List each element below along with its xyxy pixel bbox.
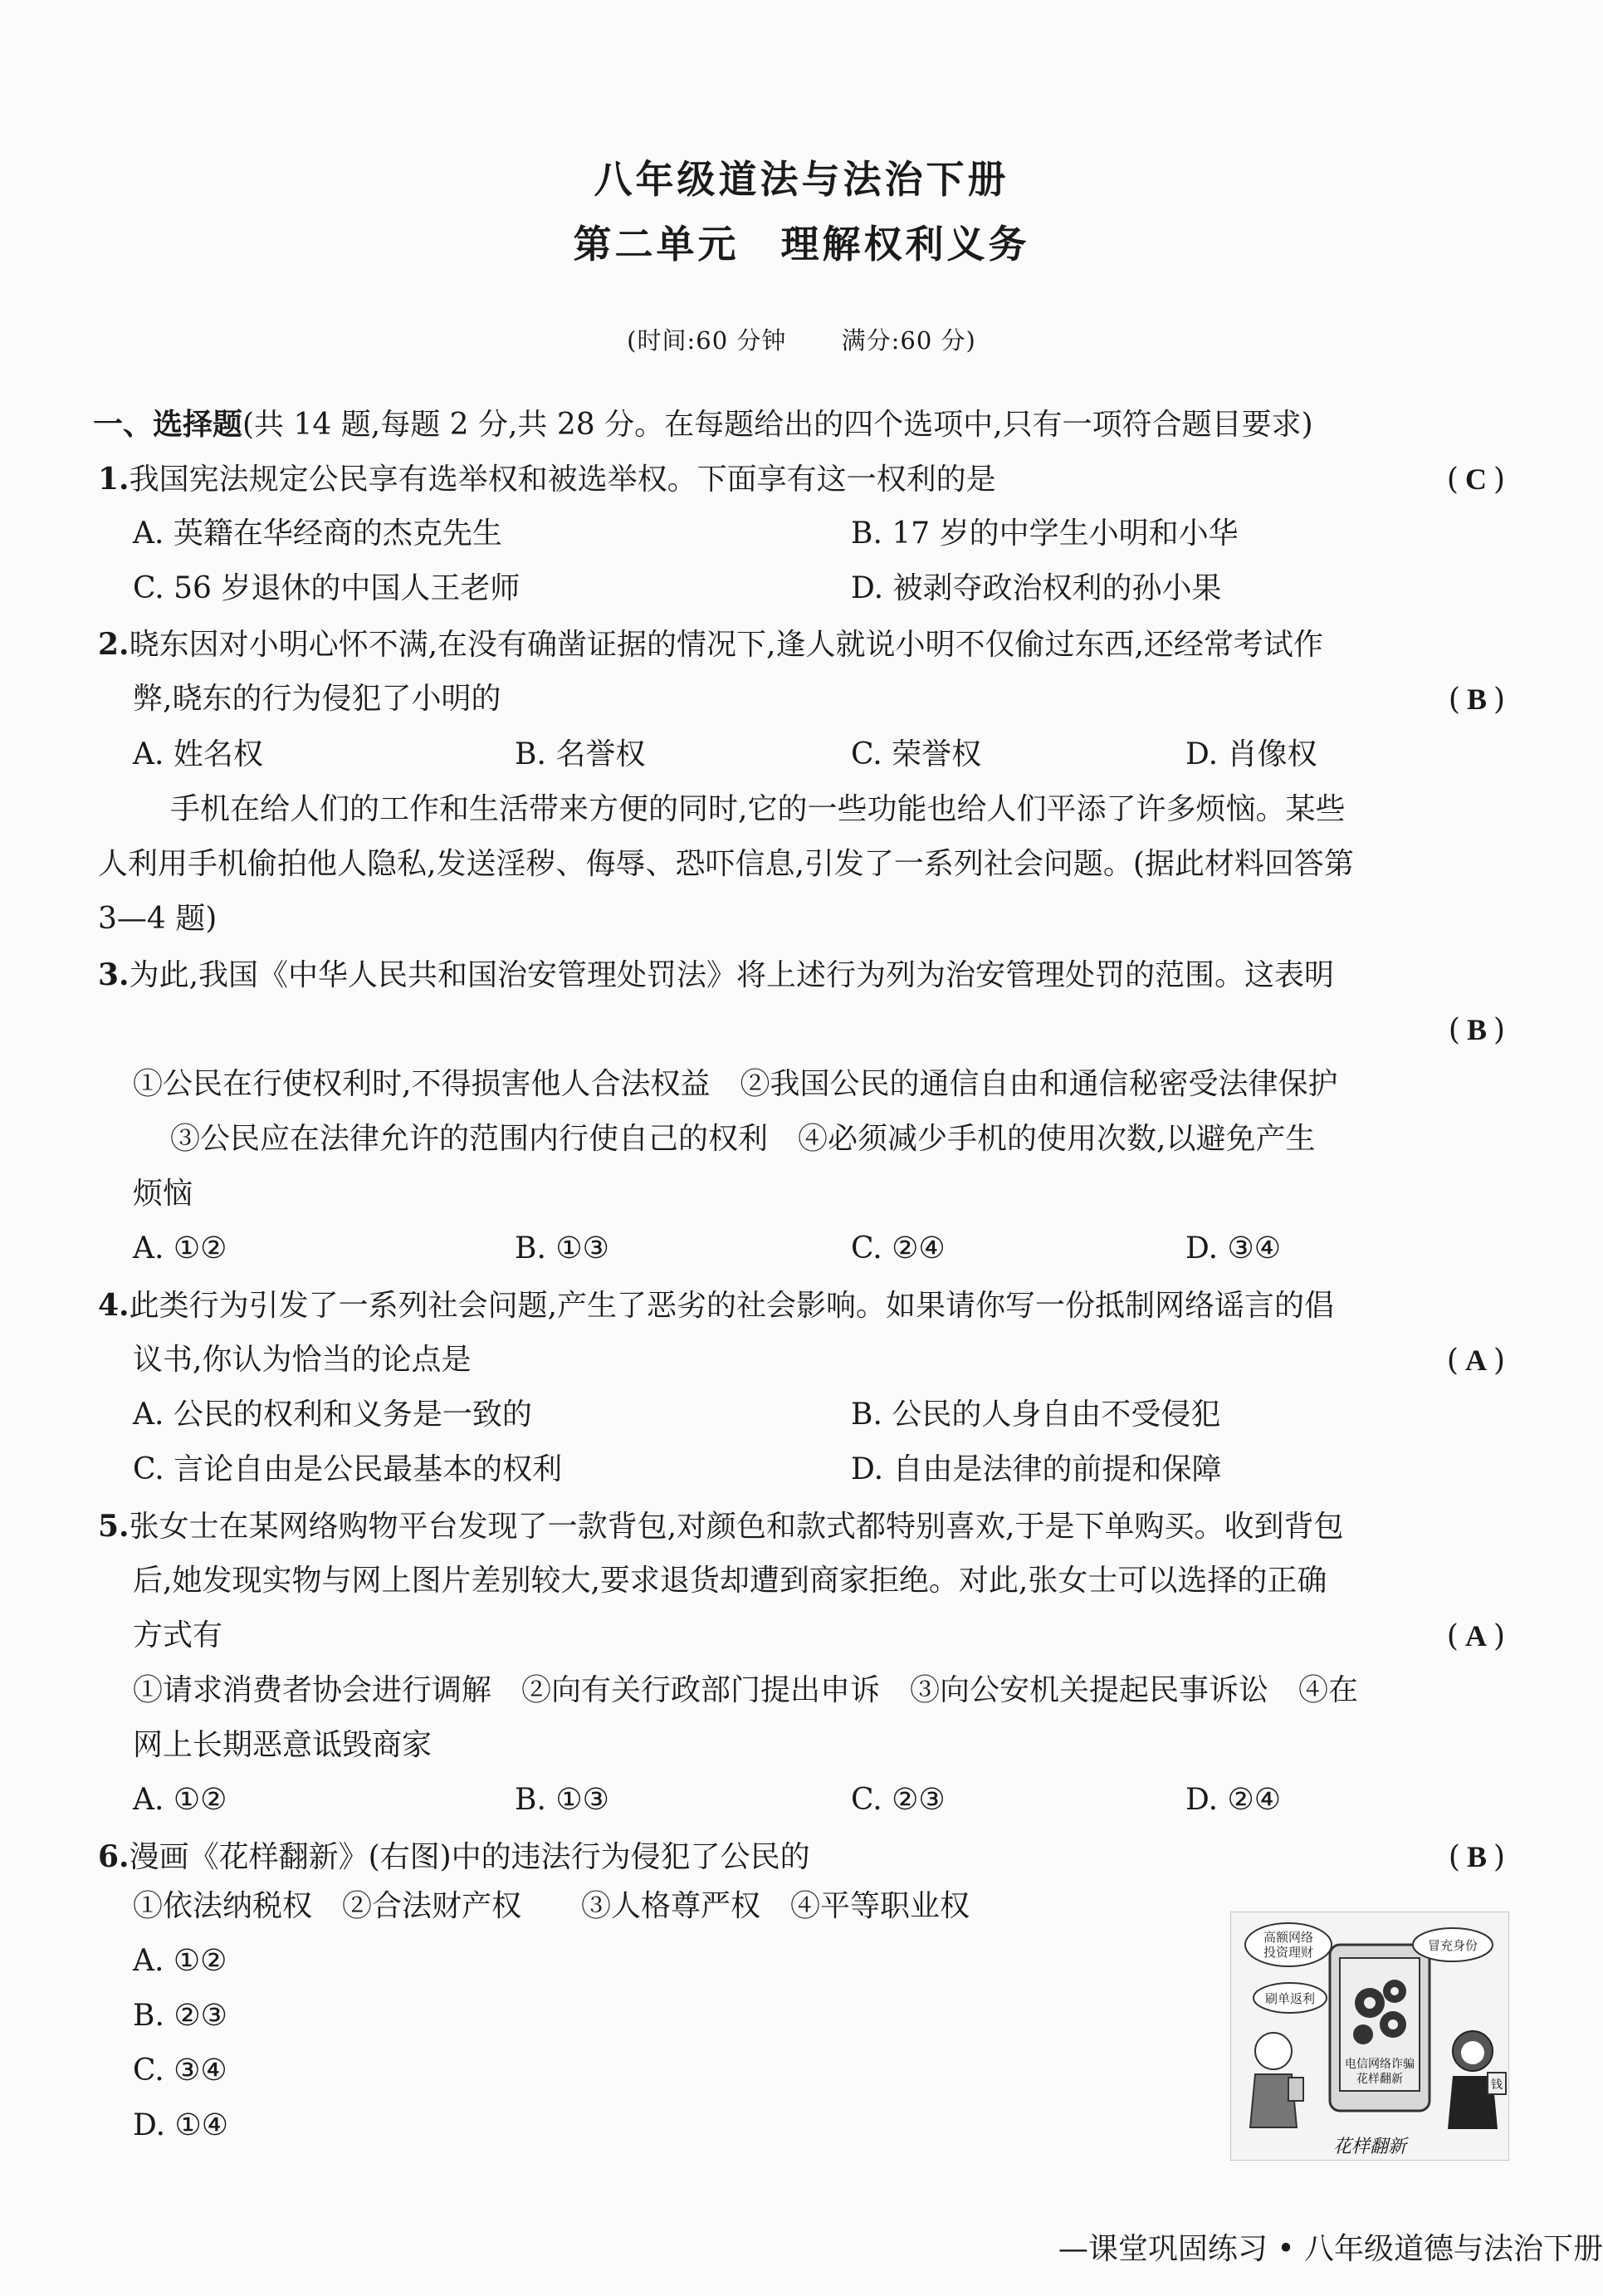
q3-statement: ①公民在行使权利时,不得损害他人合法权益 ②我国公民的通信自由和通信秘密受法律保护 — [133, 1067, 1338, 1101]
question-2 — [98, 624, 1323, 665]
cartoon-svg — [1230, 1912, 1509, 2161]
q4-option-a: A. 公民的权利和义务是一致的 — [133, 1398, 532, 1432]
q3-option-a: A. ①② — [133, 1231, 227, 1265]
q5-statement: 网上长期恶意诋毁商家 — [133, 1728, 433, 1762]
question-text: 为此,我国《中华人民共和国治安管理处罚法》将上述行为列为治安管理处罚的范围。这表明 — [129, 958, 1335, 992]
question-number: 2. — [98, 627, 130, 662]
question-4 — [98, 1285, 1334, 1326]
q1-option-d: D. 被剥夺政治权利的孙小果 — [851, 571, 1222, 605]
question-6 — [98, 1837, 810, 1877]
question-number: 5. — [98, 1509, 130, 1544]
cartoon-caption: 花样翻新 — [1332, 2137, 1407, 2157]
page-footer: —课堂巩固练习 • 八年级道德与法治下册 — [1058, 2232, 1603, 2266]
question-number: 6. — [98, 1839, 130, 1874]
question-text: 张女士在某网络购物平台发现了一款背包,对颜色和款式都特别喜欢,于是下单购买。收到背包 — [129, 1510, 1344, 1544]
section-heading — [93, 404, 1313, 445]
answer-1: (C) — [1446, 463, 1512, 497]
q6-option-d: D. ①④ — [133, 2108, 229, 2142]
gear-icon — [1353, 2024, 1373, 2044]
material-line: 3—4 题) — [98, 902, 217, 936]
full-score: 满分:60 分) — [841, 326, 976, 355]
section-instructions: (共 14 题,每题 2 分,共 28 分。在每题给出的四个选项中,只有一项符合题目要求) — [242, 408, 1313, 442]
q3-statement: ③公民应在法律允许的范围内行使自己的权利 ④必须减少手机的使用次数,以避免产生 — [170, 1122, 1316, 1156]
question-text: 晓东因对小明心怀不满,在没有确凿证据的情况下,逢人就说小明不仅偷过东西,还经常考试作 — [129, 628, 1323, 662]
question-number: 1. — [98, 462, 130, 497]
q2-option-a: A. 姓名权 — [133, 737, 263, 771]
answer-3: (B) — [1448, 1013, 1512, 1047]
q1-option-b: B. 17 岁的中学生小明和小华 — [851, 516, 1239, 551]
time-limit: (时间:60 分钟 — [627, 326, 787, 355]
question-text: 漫画《花样翻新》(右图)中的违法行为侵犯了公民的 — [129, 1840, 810, 1874]
q4-option-d: D. 自由是法律的前提和保障 — [851, 1452, 1222, 1486]
question-3 — [98, 955, 1334, 996]
q4-option-c: C. 言论自由是公民最基本的权利 — [133, 1452, 563, 1486]
question-4-cont: 议书,你认为恰当的论点是 — [133, 1343, 472, 1377]
question-1 — [98, 459, 996, 500]
q5-option-c: C. ②③ — [851, 1783, 946, 1817]
page-title: 八年级道法与法治下册 — [594, 157, 1009, 202]
question-5-cont: 方式有 — [133, 1618, 223, 1652]
q2-option-d: D. 肖像权 — [1185, 737, 1317, 771]
question-2-cont: 弊,晓东的行为侵犯了小明的 — [133, 682, 501, 716]
question-5 — [98, 1506, 1343, 1547]
q2-option-c: C. 荣誉权 — [851, 737, 982, 771]
answer-4: (A) — [1446, 1344, 1512, 1378]
money-sign: 钱 — [1491, 2078, 1503, 2092]
q1-option-a: A. 英籍在华经商的杰克先生 — [133, 516, 502, 551]
bubble-text: 高额网络 — [1263, 1930, 1314, 1945]
answer-letter: C — [1464, 463, 1493, 496]
answer-6: (B) — [1448, 1840, 1512, 1874]
q5-option-b: B. ①③ — [515, 1783, 609, 1817]
q6-statement: ①依法纳税权 ②合法财产权 ③人格尊严权 ④平等职业权 — [133, 1889, 970, 1923]
q3-option-c: C. ②④ — [851, 1231, 946, 1265]
cartoon-illustration — [1230, 1912, 1509, 2161]
phone-label: 花样翻新 — [1356, 2073, 1403, 2086]
q6-option-b: B. ②③ — [133, 1999, 227, 2033]
q5-statement: ①请求消费者协会进行调解 ②向有关行政部门提出申诉 ③向公安机关提起民事诉讼 ④在 — [133, 1673, 1359, 1707]
q5-option-d: D. ②④ — [1185, 1783, 1282, 1817]
answer-letter: A — [1464, 1344, 1493, 1377]
unit-title: 第二单元 理解权利义务 — [573, 222, 1030, 267]
question-text: 我国宪法规定公民享有选举权和被选举权。下面享有这一权利的是 — [129, 463, 996, 497]
question-number: 4. — [98, 1288, 130, 1323]
q5-option-a: A. ①② — [133, 1783, 227, 1817]
answer-2: (B) — [1448, 683, 1512, 717]
answer-letter: B — [1466, 1840, 1493, 1873]
q3-option-d: D. ③④ — [1185, 1231, 1282, 1265]
q4-option-b: B. 公民的人身自由不受侵犯 — [851, 1398, 1221, 1432]
material-line: 人利用手机偷拍他人隐私,发送淫秽、侮辱、恐吓信息,引发了一系列社会问题。(据此材料回答第 — [98, 847, 1354, 881]
exam-meta — [0, 322, 1603, 356]
victim-figure — [1255, 2033, 1292, 2069]
q6-option-a: A. ①② — [133, 1944, 227, 1978]
q3-option-b: B. ①③ — [515, 1231, 609, 1265]
q6-option-c: C. ③④ — [133, 2054, 227, 2088]
answer-5: (A) — [1446, 1619, 1512, 1653]
material-line: 手机在给人们的工作和生活带来方便的同时,它的一些功能也给人们平添了许多烦恼。某些 — [170, 792, 1346, 826]
answer-letter: B — [1466, 1013, 1493, 1046]
question-text: 此类行为引发了一系列社会问题,产生了恶劣的社会影响。如果请你写一份抵制网络谣言的倡 — [129, 1289, 1335, 1323]
question-number: 3. — [98, 957, 130, 992]
q3-statement: 烦恼 — [133, 1177, 193, 1211]
bubble-text: 冒充身份 — [1427, 1938, 1478, 1953]
bubble-text: 投资理财 — [1263, 1945, 1314, 1960]
section-label: 一、选择题 — [93, 407, 243, 442]
question-5-cont: 后,她发现实物与网上图片差别较大,要求退货却遭到商家拒绝。对此,张女士可以选择的正确 — [133, 1564, 1327, 1598]
answer-letter: B — [1466, 683, 1493, 716]
q2-option-b: B. 名誉权 — [515, 737, 646, 771]
answer-letter: A — [1464, 1619, 1493, 1652]
phone-label: 电信网络诈骗 — [1345, 2058, 1415, 2071]
q1-option-c: C. 56 岁退休的中国人王老师 — [133, 571, 520, 605]
bubble-text: 刷单返利 — [1264, 1991, 1316, 2006]
